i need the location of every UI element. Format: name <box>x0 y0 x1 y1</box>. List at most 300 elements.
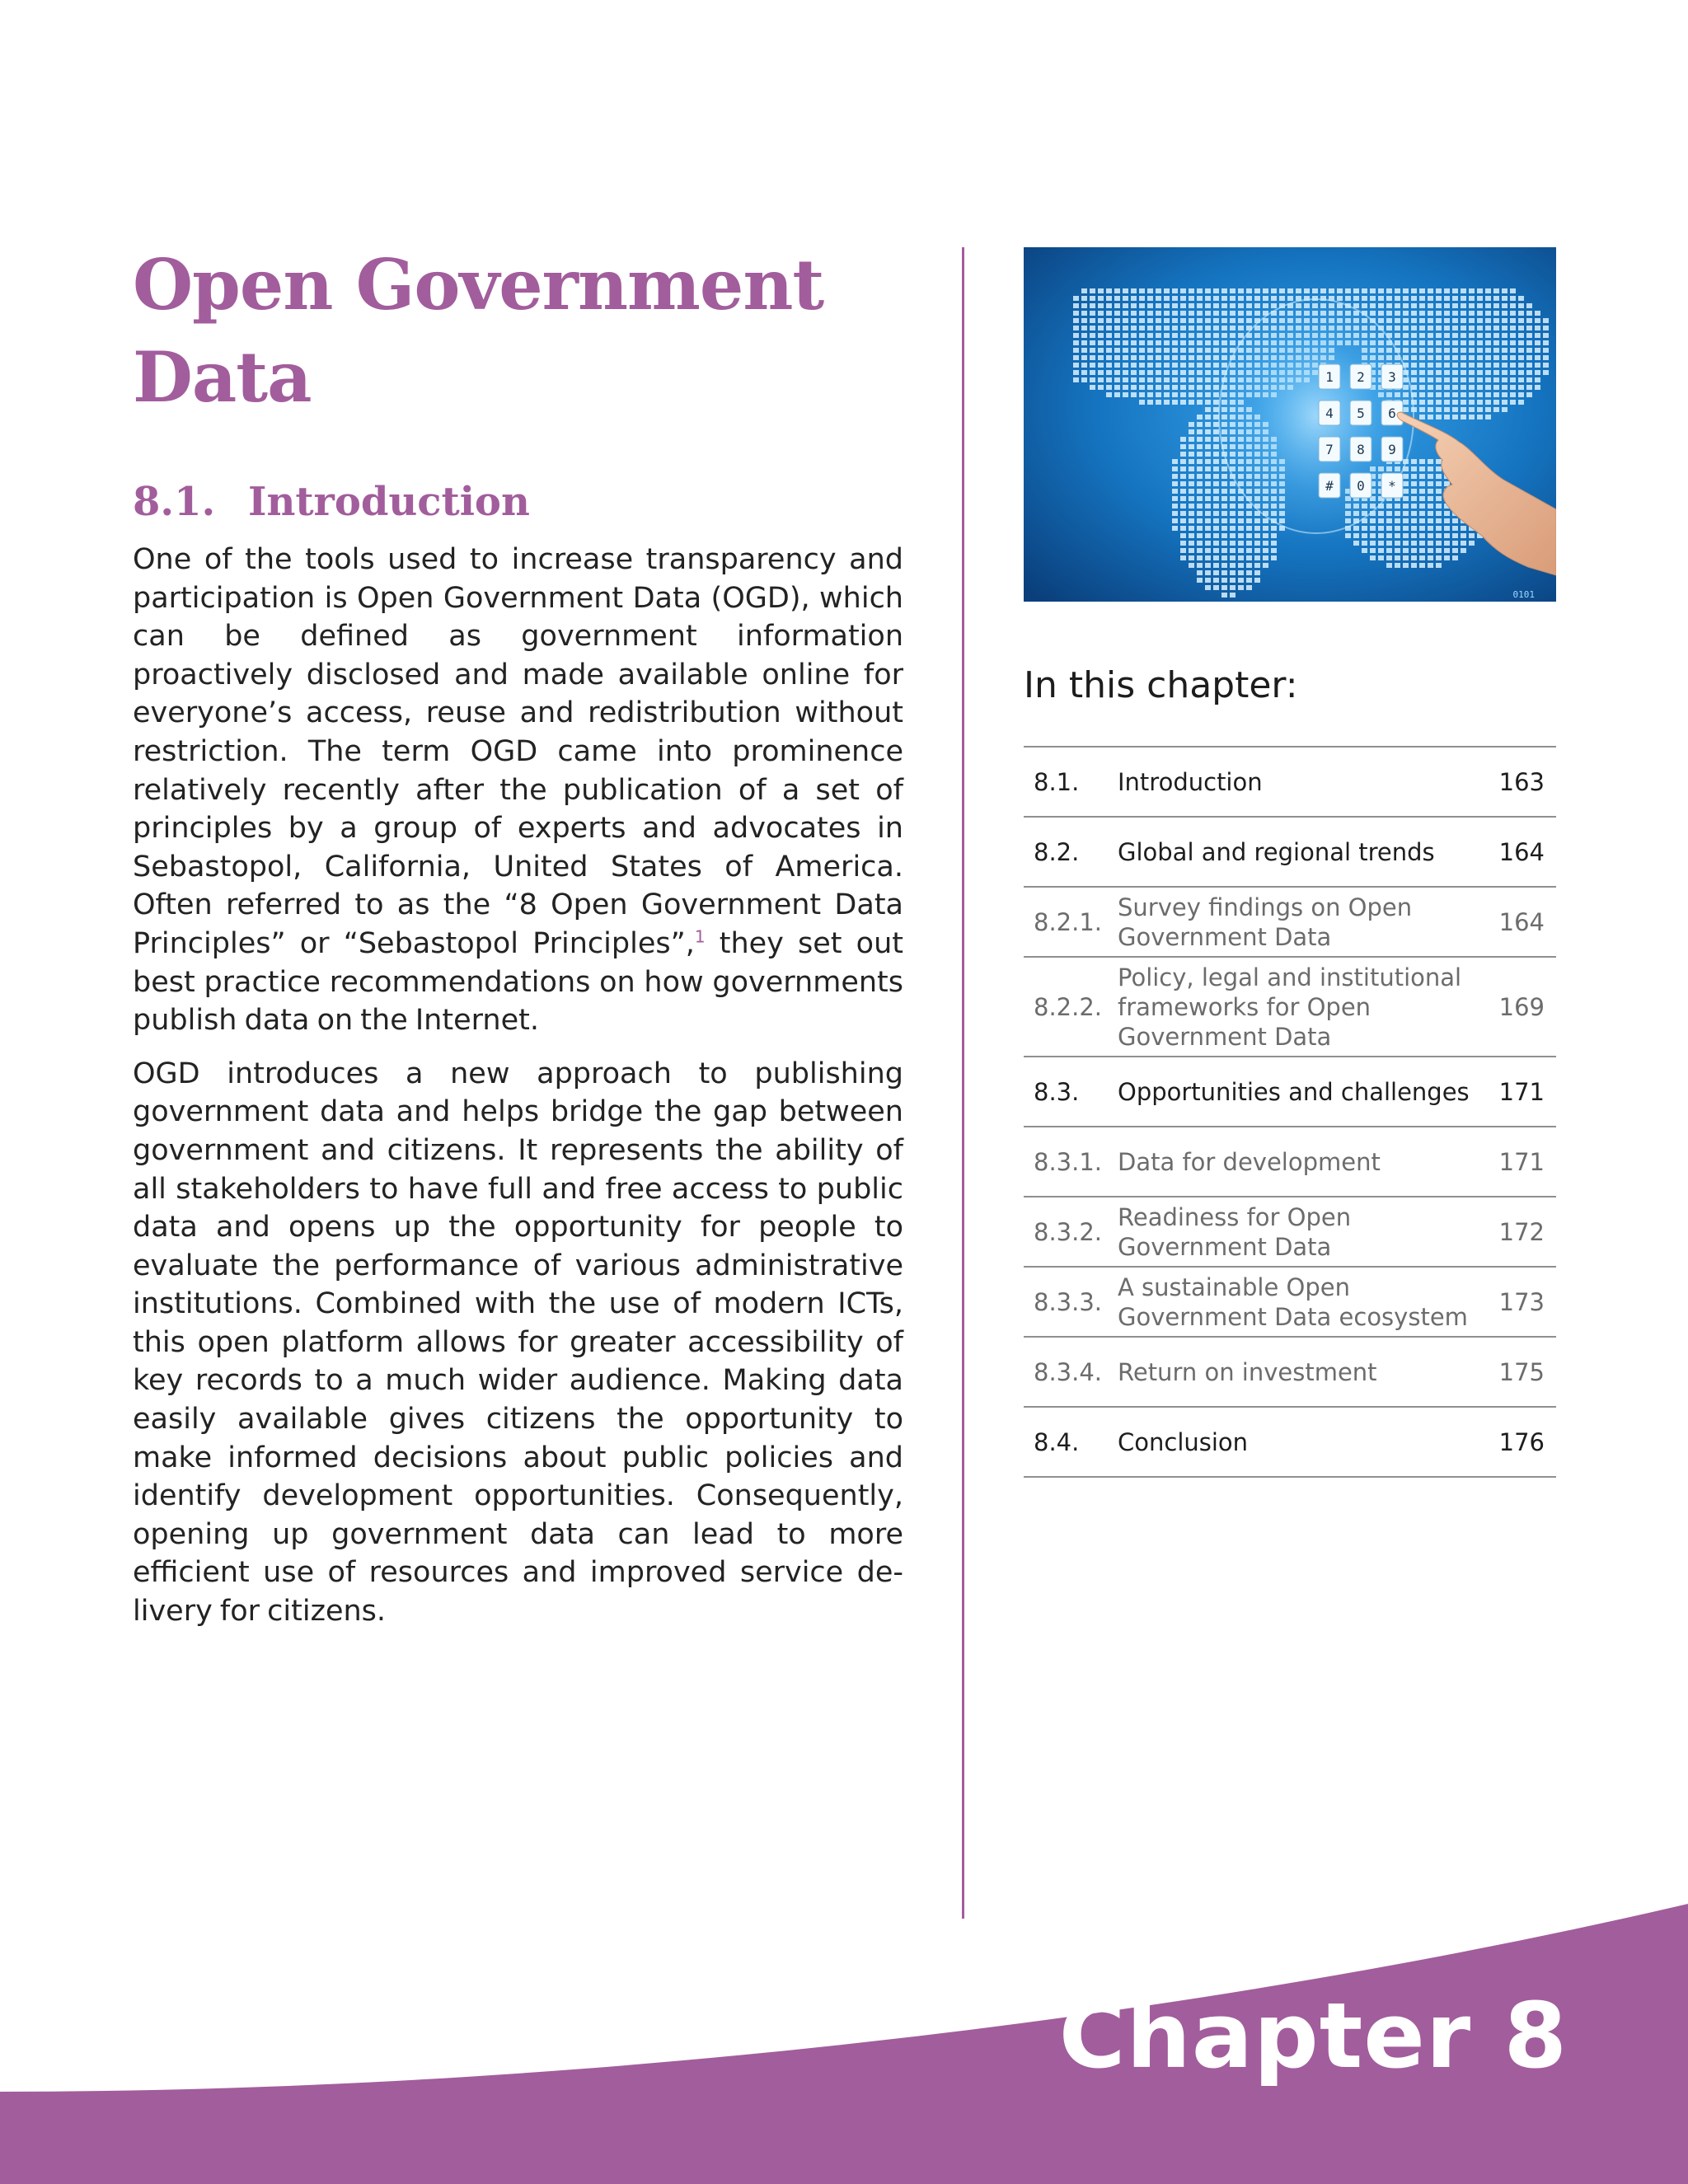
map-dot <box>1419 348 1425 353</box>
map-dot <box>1246 296 1252 301</box>
map-dot <box>1403 511 1409 516</box>
map-dot <box>1131 318 1137 323</box>
map-dot <box>1172 363 1178 368</box>
map-dot <box>1073 355 1079 360</box>
map-dot <box>1452 526 1458 531</box>
map-dot <box>1444 311 1450 316</box>
map-dot <box>1123 288 1128 293</box>
map-dot <box>1518 370 1524 375</box>
map-dot <box>1452 340 1458 345</box>
map-dot <box>1246 563 1252 568</box>
map-dot <box>1254 563 1260 568</box>
map-dot <box>1180 303 1186 308</box>
map-dot <box>1197 533 1203 538</box>
map-dot <box>1395 541 1400 546</box>
map-dot <box>1518 318 1524 323</box>
keypad-key-label: 7 <box>1325 442 1334 457</box>
map-dot <box>1221 541 1227 546</box>
map-dot <box>1419 563 1425 568</box>
map-dot <box>1189 326 1194 330</box>
toc-row[interactable] <box>1024 1268 1556 1338</box>
map-dot <box>1197 303 1203 308</box>
toc-num: 8.2. <box>1034 837 1080 866</box>
map-dot <box>1164 392 1170 397</box>
toc-num: 8.3.2. <box>1034 1217 1103 1246</box>
map-dot <box>1403 496 1409 501</box>
map-dot <box>1172 504 1178 509</box>
map-dot <box>1411 474 1417 479</box>
map-dot <box>1403 504 1409 509</box>
map-dot <box>1469 311 1475 316</box>
map-dot <box>1221 518 1227 523</box>
map-dot <box>1254 570 1260 575</box>
map-dot <box>1543 318 1549 323</box>
map-dot <box>1320 288 1326 293</box>
map-dot <box>1221 489 1227 494</box>
map-dot <box>1098 296 1104 301</box>
map-dot <box>1205 526 1211 531</box>
map-dot <box>1213 474 1219 479</box>
map-dot <box>1403 333 1409 338</box>
keypad-key-label: 4 <box>1325 405 1334 421</box>
map-dot <box>1205 363 1211 368</box>
map-dot <box>1378 296 1384 301</box>
keypad-key-label: 8 <box>1357 442 1365 457</box>
map-dot <box>1386 533 1392 538</box>
map-dot <box>1197 474 1203 479</box>
map-dot <box>1428 526 1433 531</box>
map-dot <box>1510 303 1516 308</box>
keypad-key <box>1319 401 1340 425</box>
map-dot <box>1189 429 1194 434</box>
map-dot <box>1526 370 1532 375</box>
map-dot <box>1411 526 1417 531</box>
map-dot <box>1197 296 1203 301</box>
map-dot <box>1090 311 1095 316</box>
map-dot <box>1386 541 1392 546</box>
map-dot <box>1189 511 1194 516</box>
chapter-contents-table <box>1024 746 1556 1478</box>
map-dot <box>1461 303 1466 308</box>
map-dot <box>1189 422 1194 427</box>
map-dot <box>1444 392 1450 397</box>
map-dot <box>1526 377 1532 382</box>
map-dot <box>1477 355 1483 360</box>
map-dot <box>1469 541 1475 546</box>
map-dot <box>1156 311 1161 316</box>
toc-row[interactable] <box>1024 1057 1556 1127</box>
map-dot <box>1073 377 1079 382</box>
map-dot <box>1428 340 1433 345</box>
map-dot <box>1090 318 1095 323</box>
map-dot <box>1213 526 1219 531</box>
map-dot <box>1189 504 1194 509</box>
map-dot <box>1419 296 1425 301</box>
map-dot <box>1221 563 1227 568</box>
map-dot <box>1502 400 1507 405</box>
map-dot <box>1180 452 1186 457</box>
keypad-key <box>1381 473 1403 498</box>
map-dot <box>1172 355 1178 360</box>
map-dot <box>1452 363 1458 368</box>
map-dot <box>1502 355 1507 360</box>
map-dot <box>1090 340 1095 345</box>
map-dot <box>1230 533 1236 538</box>
map-dot <box>1139 385 1145 390</box>
map-dot <box>1436 563 1442 568</box>
map-dot <box>1452 333 1458 338</box>
map-dot <box>1263 533 1268 538</box>
toc-num: 8.3. <box>1034 1077 1080 1106</box>
map-dot <box>1131 326 1137 330</box>
map-dot <box>1444 363 1450 368</box>
paragraph-1 <box>133 541 903 1040</box>
map-dot <box>1510 400 1516 405</box>
map-dot <box>1180 385 1186 390</box>
map-dot <box>1510 296 1516 301</box>
map-dot <box>1205 311 1211 316</box>
map-dot <box>1230 326 1236 330</box>
toc-row[interactable] <box>1024 1197 1556 1268</box>
map-dot <box>1395 511 1400 516</box>
map-dot <box>1428 363 1433 368</box>
map-dot <box>1419 541 1425 546</box>
map-dot <box>1189 296 1194 301</box>
toc-row[interactable] <box>1024 888 1556 958</box>
map-dot <box>1378 303 1384 308</box>
map-dot <box>1123 377 1128 382</box>
map-dot <box>1428 474 1433 479</box>
map-dot <box>1411 466 1417 471</box>
map-dot <box>1493 400 1499 405</box>
map-dot <box>1172 326 1178 330</box>
toc-num: 8.4. <box>1034 1427 1080 1456</box>
toc-row[interactable] <box>1024 958 1556 1057</box>
map-dot <box>1485 363 1491 368</box>
map-dot <box>1156 288 1161 293</box>
map-dot <box>1098 385 1104 390</box>
map-dot <box>1362 533 1367 538</box>
map-dot <box>1444 555 1450 560</box>
map-dot <box>1444 348 1450 353</box>
map-dot <box>1221 526 1227 531</box>
map-dot <box>1213 459 1219 464</box>
map-dot <box>1395 303 1400 308</box>
map-dot <box>1081 377 1087 382</box>
map-dot <box>1444 385 1450 390</box>
map-dot <box>1180 504 1186 509</box>
map-dot <box>1238 555 1244 560</box>
map-dot <box>1452 385 1458 390</box>
map-dot <box>1493 333 1499 338</box>
map-dot <box>1213 541 1219 546</box>
map-dot <box>1419 504 1425 509</box>
map-dot <box>1205 326 1211 330</box>
paragraph-2: OGD introduces a new approach to publishing government data and helps bridge the gap between government and citizens. It represents the ability of all stakeholders to have full and free access to public data and opens up the opportunity for people to evaluate the performance of various administrative institutions. Combined with the use of modern ICTs, this open platform allows for greater accessibility of key records to a much wider audience. Making data easily available gives citizens the opportunity to make informed decisions about public policies and identify development opportunities. Consequently, opening up government data can lead to more efficient use of resources and improved service delivery for citizens. <box>133 1057 903 1629</box>
map-dot <box>1419 400 1425 405</box>
map-dot <box>1510 288 1516 293</box>
map-dot <box>1189 548 1194 553</box>
map-dot <box>1221 593 1227 598</box>
map-dot <box>1213 318 1219 323</box>
map-dot <box>1518 326 1524 330</box>
map-dot <box>1238 311 1244 316</box>
map-dot <box>1428 518 1433 523</box>
toc-label: Return on investment <box>1118 1357 1377 1386</box>
map-dot <box>1337 288 1343 293</box>
map-dot <box>1510 311 1516 316</box>
map-dot <box>1073 303 1079 308</box>
map-dot <box>1156 385 1161 390</box>
map-dot <box>1172 459 1178 464</box>
map-dot <box>1395 318 1400 323</box>
keypad-key <box>1350 437 1372 462</box>
map-dot <box>1164 377 1170 382</box>
map-dot <box>1147 296 1153 301</box>
map-dot <box>1164 348 1170 353</box>
map-dot <box>1098 370 1104 375</box>
map-dot <box>1156 333 1161 338</box>
map-dot <box>1123 370 1128 375</box>
map-dot <box>1477 318 1483 323</box>
map-dot <box>1205 392 1211 397</box>
map-dot <box>1436 326 1442 330</box>
map-dot <box>1485 355 1491 360</box>
map-dot <box>1189 526 1194 531</box>
map-dot <box>1213 585 1219 590</box>
map-dot <box>1180 400 1186 405</box>
map-dot <box>1073 340 1079 345</box>
map-dot <box>1436 288 1442 293</box>
map-dot <box>1419 474 1425 479</box>
map-dot <box>1205 578 1211 583</box>
toc-row[interactable] <box>1024 1408 1556 1478</box>
map-dot <box>1213 563 1219 568</box>
body-text <box>133 541 903 1631</box>
map-dot <box>1114 348 1120 353</box>
map-dot <box>1230 504 1236 509</box>
toc-page: 171 <box>1498 1147 1545 1176</box>
map-dot <box>1271 533 1277 538</box>
map-dot <box>1164 363 1170 368</box>
map-dot <box>1510 385 1516 390</box>
chapter-label: Chapter 8 <box>1058 1983 1568 2088</box>
map-dot <box>1139 348 1145 353</box>
map-dot <box>1378 541 1384 546</box>
map-dot <box>1090 363 1095 368</box>
map-dot <box>1428 533 1433 538</box>
map-dot <box>1477 370 1483 375</box>
map-dot <box>1230 563 1236 568</box>
toc-row[interactable] <box>1024 1127 1556 1197</box>
map-dot <box>1502 392 1507 397</box>
map-dot <box>1180 466 1186 471</box>
map-dot <box>1526 311 1532 316</box>
map-dot <box>1436 533 1442 538</box>
map-dot <box>1502 288 1507 293</box>
map-dot <box>1510 392 1516 397</box>
map-dot <box>1189 444 1194 449</box>
map-dot <box>1114 377 1120 382</box>
map-dot <box>1197 452 1203 457</box>
map-dot <box>1147 370 1153 375</box>
map-dot <box>1493 363 1499 368</box>
map-dot <box>1370 303 1376 308</box>
map-dot <box>1106 370 1112 375</box>
map-dot <box>1246 548 1252 553</box>
map-dot <box>1436 496 1442 501</box>
map-dot <box>1189 400 1194 405</box>
map-dot <box>1221 496 1227 501</box>
toc-page: 172 <box>1498 1217 1545 1246</box>
map-dot <box>1230 303 1236 308</box>
map-dot <box>1213 303 1219 308</box>
map-dot <box>1205 407 1211 412</box>
map-dot <box>1197 489 1203 494</box>
map-dot <box>1452 518 1458 523</box>
map-dot <box>1156 392 1161 397</box>
map-dot <box>1485 377 1491 382</box>
map-dot <box>1428 385 1433 390</box>
map-dot <box>1271 296 1277 301</box>
map-dot <box>1180 355 1186 360</box>
map-dot <box>1205 444 1211 449</box>
chapter-title <box>133 239 903 424</box>
map-dot <box>1452 311 1458 316</box>
map-dot <box>1197 333 1203 338</box>
map-dot <box>1428 400 1433 405</box>
map-dot <box>1510 333 1516 338</box>
map-dot <box>1271 288 1277 293</box>
map-dot <box>1205 296 1211 301</box>
map-dot <box>1189 318 1194 323</box>
map-dot <box>1156 377 1161 382</box>
map-dot <box>1139 296 1145 301</box>
map-dot <box>1510 340 1516 345</box>
map-dot <box>1419 333 1425 338</box>
map-dot <box>1485 296 1491 301</box>
map-dot <box>1238 518 1244 523</box>
map-dot <box>1164 326 1170 330</box>
map-dot <box>1444 533 1450 538</box>
map-dot <box>1221 578 1227 583</box>
map-dot <box>1172 526 1178 531</box>
map-dot <box>1172 333 1178 338</box>
map-dot <box>1106 333 1112 338</box>
map-dot <box>1156 303 1161 308</box>
map-dot <box>1362 548 1367 553</box>
map-dot <box>1485 333 1491 338</box>
toc-row[interactable] <box>1024 1338 1556 1408</box>
map-dot <box>1436 340 1442 345</box>
map-dot <box>1444 355 1450 360</box>
map-dot <box>1147 311 1153 316</box>
map-dot <box>1428 377 1433 382</box>
map-dot <box>1213 496 1219 501</box>
map-dot <box>1205 585 1211 590</box>
map-dot <box>1205 459 1211 464</box>
map-dot <box>1535 340 1540 345</box>
map-dot <box>1073 363 1079 368</box>
map-dot <box>1221 504 1227 509</box>
map-dot <box>1452 355 1458 360</box>
map-dot <box>1172 466 1178 471</box>
map-dot <box>1205 489 1211 494</box>
keypad-key-label: * <box>1388 478 1396 494</box>
map-dot <box>1543 363 1549 368</box>
map-dot <box>1353 533 1359 538</box>
map-dot <box>1436 526 1442 531</box>
map-dot <box>1106 363 1112 368</box>
map-dot <box>1419 377 1425 382</box>
map-dot <box>1428 563 1433 568</box>
map-dot <box>1189 518 1194 523</box>
map-dot <box>1477 392 1483 397</box>
map-dot <box>1180 348 1186 353</box>
map-dot <box>1238 548 1244 553</box>
map-dot <box>1147 377 1153 382</box>
footnote-reference[interactable]: 1 <box>694 926 706 947</box>
map-dot <box>1205 518 1211 523</box>
map-dot <box>1073 296 1079 301</box>
map-dot <box>1461 355 1466 360</box>
map-dot <box>1230 593 1236 598</box>
map-dot <box>1444 340 1450 345</box>
map-dot <box>1452 415 1458 419</box>
map-dot <box>1180 489 1186 494</box>
map-dot <box>1518 363 1524 368</box>
map-dot <box>1461 288 1466 293</box>
map-dot <box>1461 311 1466 316</box>
map-dot <box>1444 318 1450 323</box>
map-dot <box>1172 400 1178 405</box>
map-dot <box>1205 452 1211 457</box>
map-dot <box>1428 489 1433 494</box>
map-dot <box>1444 518 1450 523</box>
map-dot <box>1164 318 1170 323</box>
map-dot <box>1131 370 1137 375</box>
map-dot <box>1419 548 1425 553</box>
map-dot <box>1197 422 1203 427</box>
map-dot <box>1461 370 1466 375</box>
map-dot <box>1411 563 1417 568</box>
map-dot <box>1156 400 1161 405</box>
map-dot <box>1502 311 1507 316</box>
map-dot <box>1502 303 1507 308</box>
map-dot <box>1098 348 1104 353</box>
map-dot <box>1395 296 1400 301</box>
map-dot <box>1419 407 1425 412</box>
map-dot <box>1485 348 1491 353</box>
toc-label: Introduction <box>1118 767 1263 796</box>
map-dot <box>1353 288 1359 293</box>
map-dot <box>1230 570 1236 575</box>
map-dot <box>1428 481 1433 486</box>
map-dot <box>1123 340 1128 345</box>
map-dot <box>1172 385 1178 390</box>
toc-row[interactable] <box>1024 748 1556 818</box>
map-dot <box>1230 496 1236 501</box>
map-dot <box>1461 340 1466 345</box>
map-dot <box>1436 474 1442 479</box>
map-dot <box>1098 363 1104 368</box>
map-dot <box>1518 296 1524 301</box>
toc-row[interactable] <box>1024 818 1556 888</box>
map-dot <box>1180 370 1186 375</box>
map-dot <box>1131 296 1137 301</box>
map-dot <box>1197 570 1203 575</box>
map-dot <box>1147 392 1153 397</box>
